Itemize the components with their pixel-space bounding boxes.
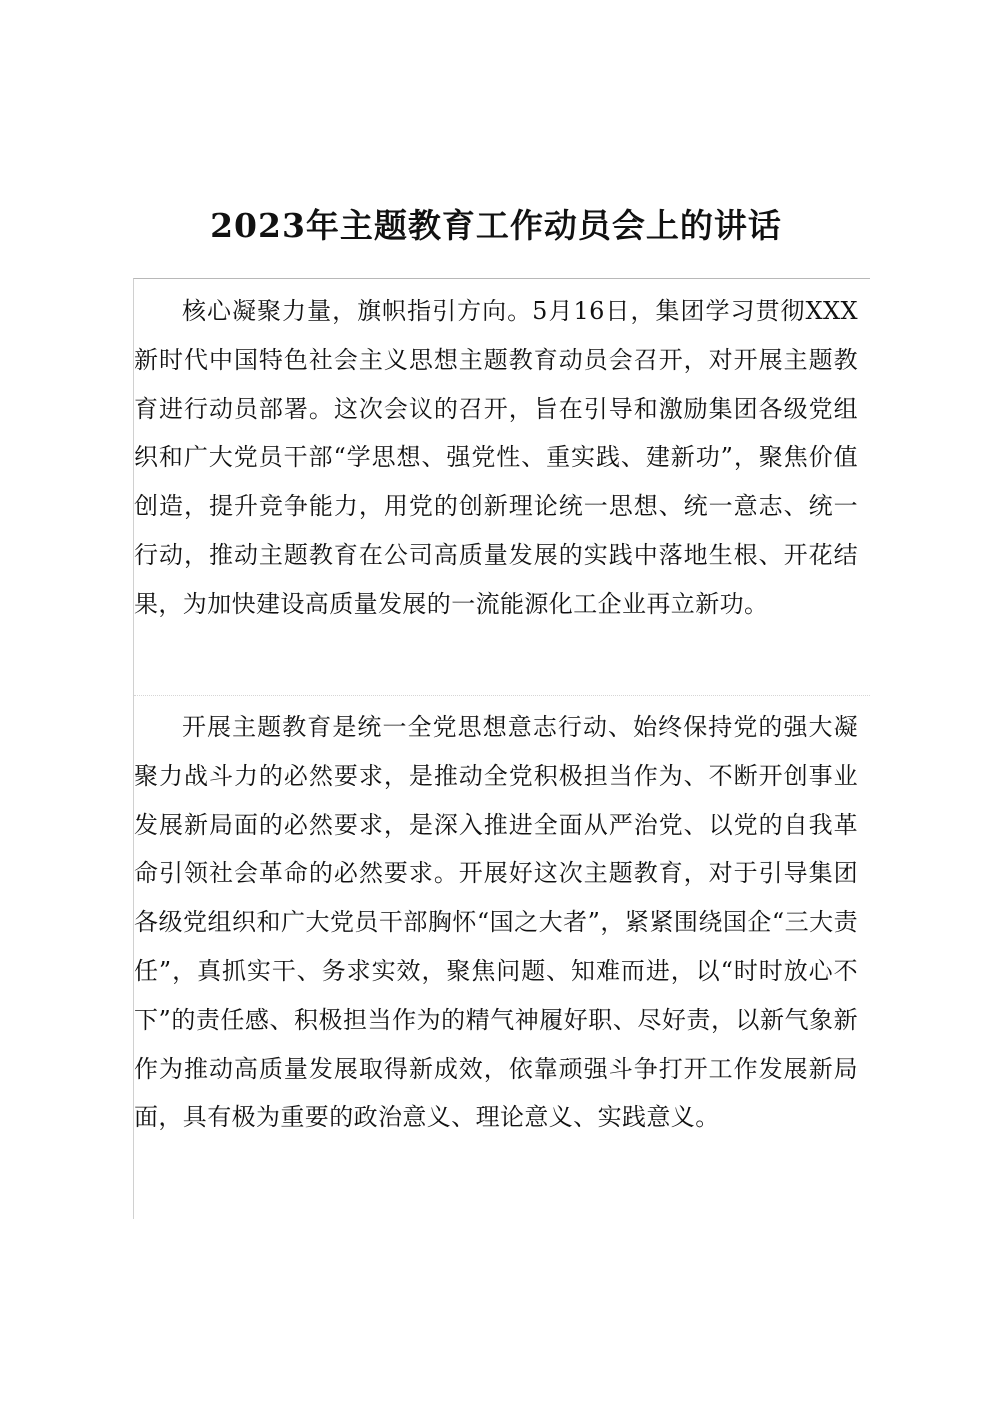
paragraph-1: 核心凝聚力量，旗帜指引方向。5月16日，集团学习贯彻XXX新时代中国特色社会主义思想主题教育动员会召开，对开展主题教育进行动员部署。这次会议的召开，旨在引导和激励集团各级党组织和广大党员干部“学思想、强党性、重实践、建新功”，聚焦价值创造，提升竞争能力，用党的创新理论统一思想、统一意志、统一行动，推动主题教育在公司高质量发展的实践中落地生根、开花结果，为加快建设高质量发展的一流能源化工企业再立新功。 xyxy=(134,297,858,618)
content-frame xyxy=(133,278,870,1219)
paragraph-divider xyxy=(134,695,870,696)
document-title: 2023年主题教育工作动员会上的讲话 xyxy=(210,206,782,246)
paragraph-2: 开展主题教育是统一全党思想意志行动、始终保持党的强大凝聚力战斗力的必然要求，是推动全党积极担当作为、不断开创事业发展新局面的必然要求，是深入推进全面从严治党、以党的自我革命引领社会革命的必然要求。开展好这次主题教育，对于引导集团各级党组织和广大党员干部胸怀“国之大者”，紧紧围绕国企“三大责任”，真抓实干、务求实效，聚焦问题、知难而进，以“时时放心不下”的责任感、积极担当作为的精气神履好职、尽好责，以新气象新作为推动高质量发展取得新成效，依靠顽强斗争打开工作发展新局面，具有极为重要的政治意义、理论意义、实践意义。 xyxy=(134,713,858,1132)
